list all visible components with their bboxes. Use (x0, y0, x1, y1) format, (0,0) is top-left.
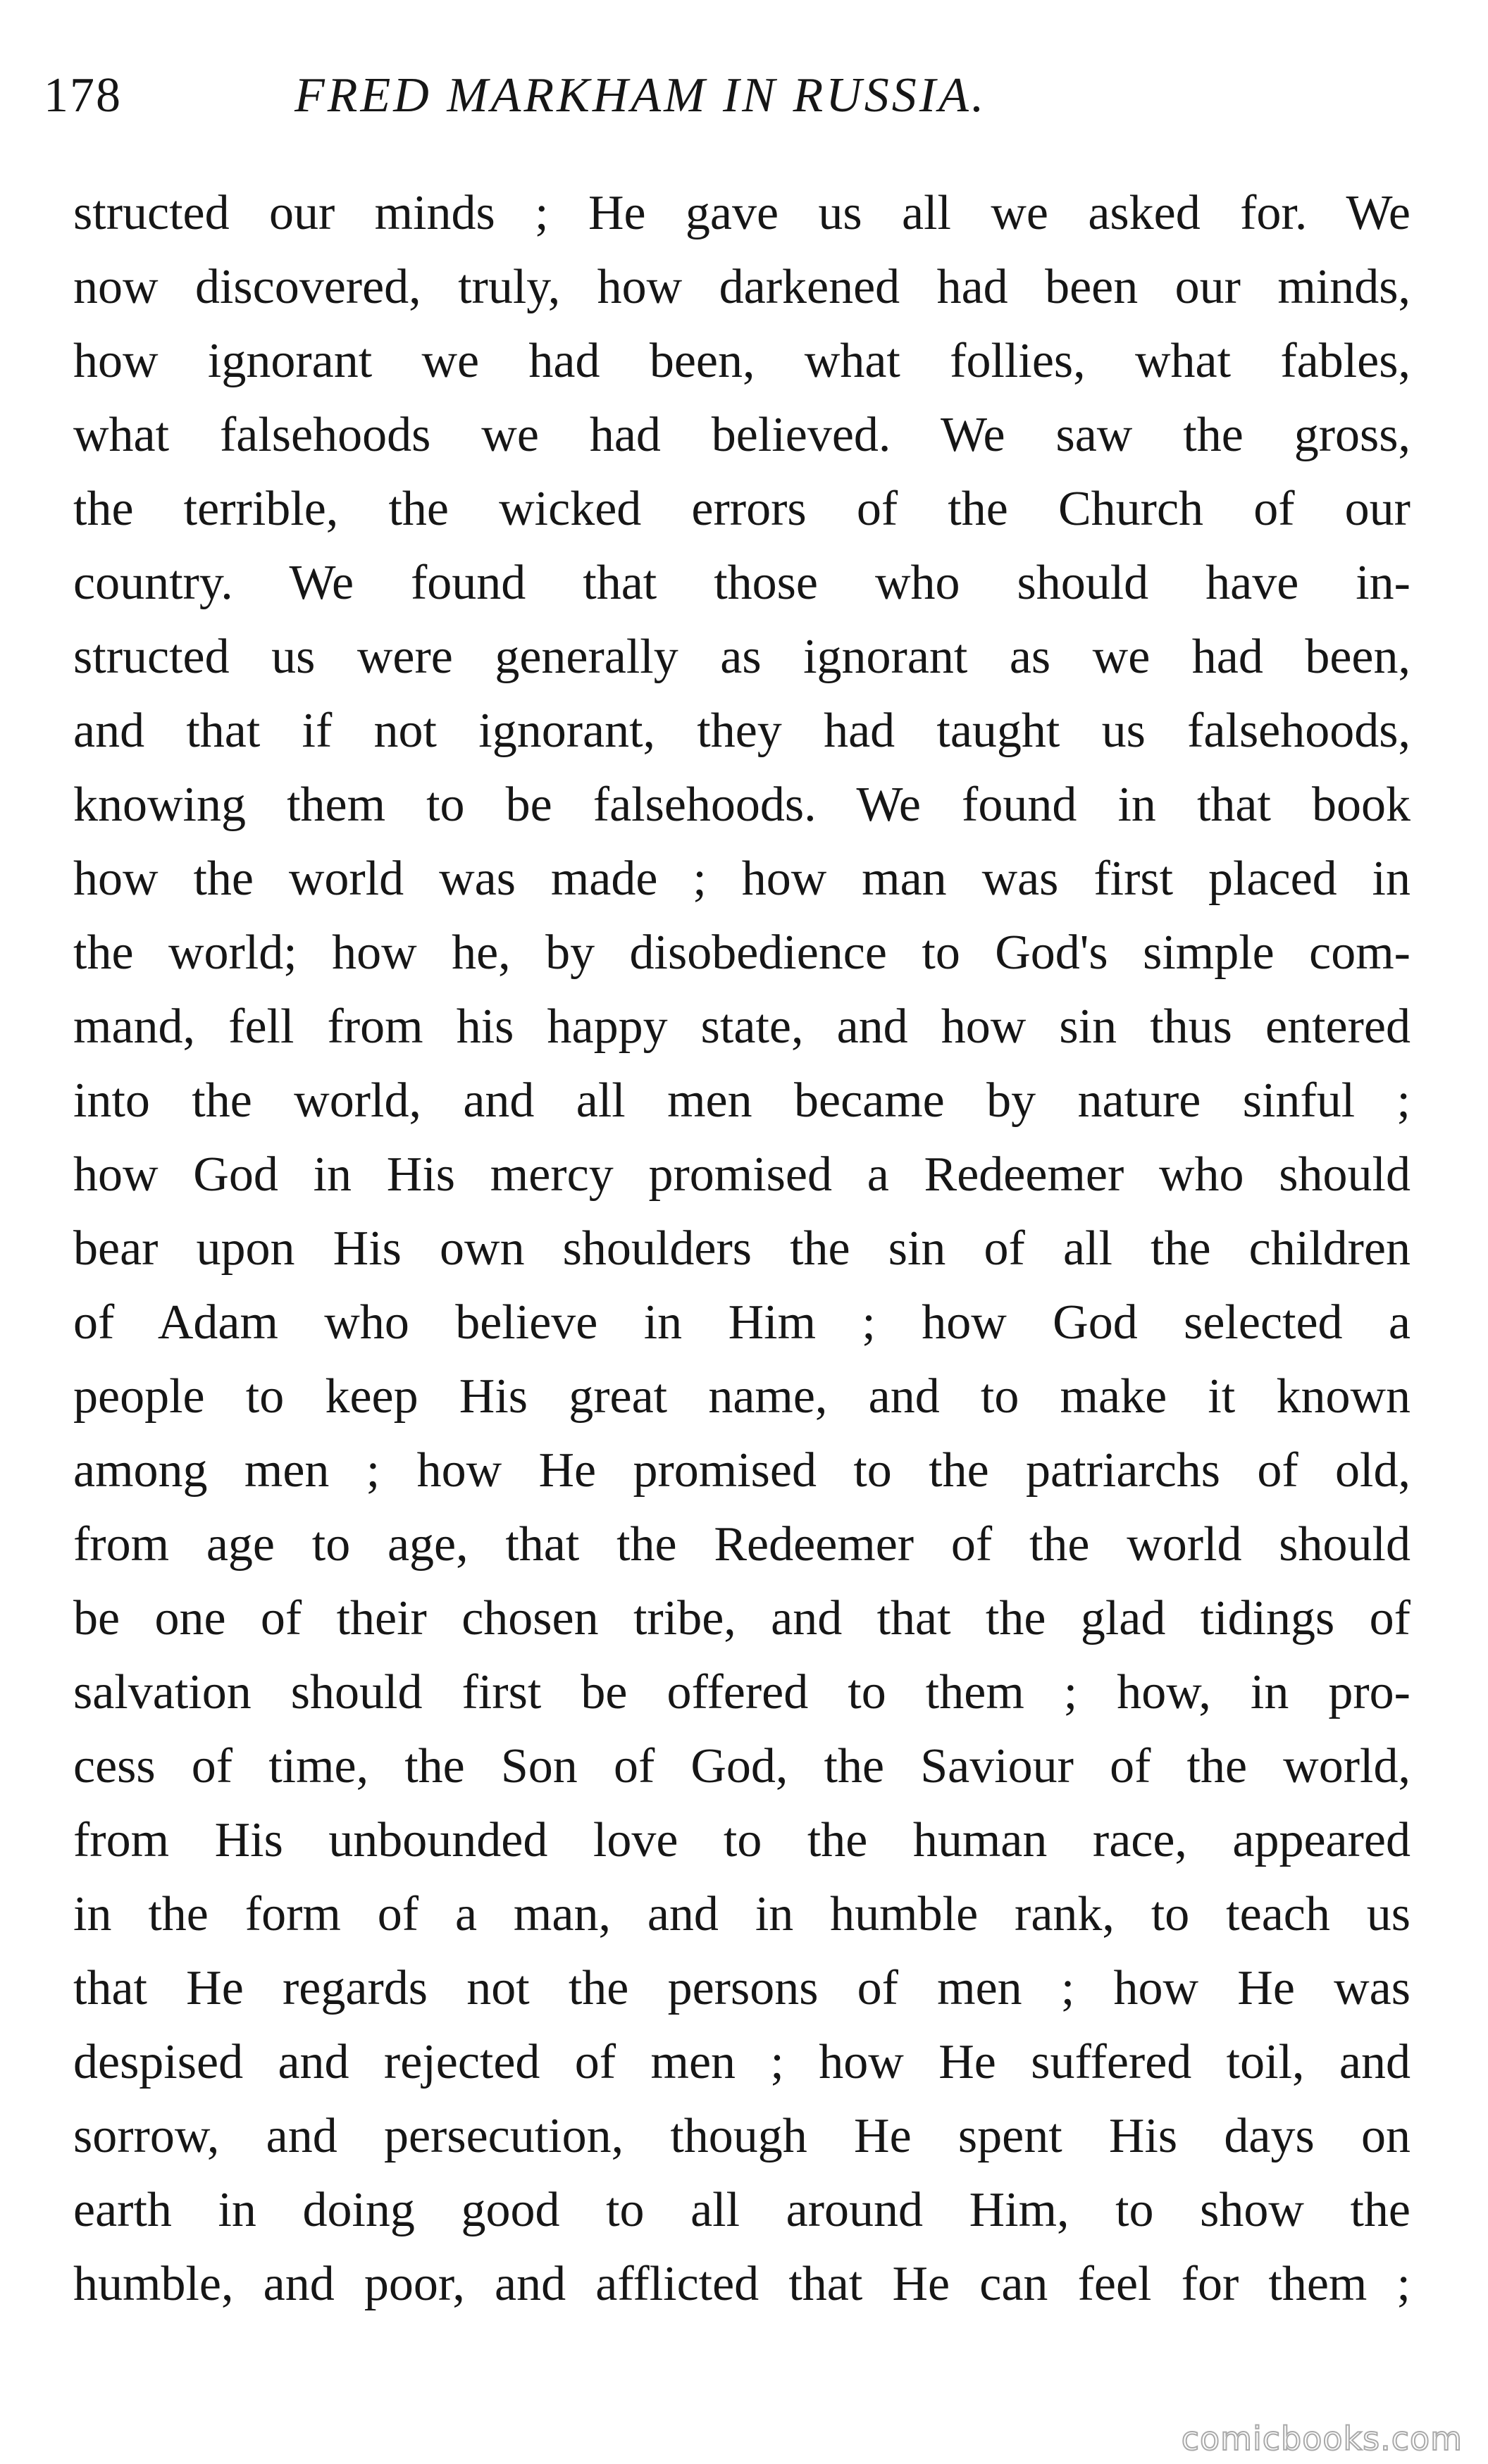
text-line: be one of their chosen tribe, and that the glad tidings of (73, 1591, 1410, 1645)
text-line: how God in His mercy promised a Redeemer who should (73, 1147, 1410, 1202)
text-line: humble, and poor, and afflicted that He can feel for them ; (73, 2257, 1410, 2311)
text-line: sorrow, and persecution, though He spent His days on (73, 2109, 1410, 2163)
text-line: mand, fell from his happy state, and how sin thus entered (73, 1000, 1410, 1054)
running-title: FRED MARKHAM IN RUSSIA. (294, 68, 987, 123)
text-line: the terrible, the wicked errors of the Church of our (73, 482, 1410, 536)
text-line: bear upon His own shoulders the sin of all the children (73, 1221, 1410, 1276)
page-header (44, 61, 1410, 145)
text-line: salvation should first be offered to them ; how, in pro- (73, 1665, 1410, 1719)
text-line: now discovered, truly, how darkened had been our minds, (73, 260, 1410, 314)
text-line: from age to age, that the Redeemer of the world should (73, 1517, 1410, 1572)
text-line: how ignorant we had been, what follies, what fables, (73, 334, 1410, 388)
text-line: despised and rejected of men ; how He suffered toil, and (73, 2035, 1410, 2089)
text-line: structed our minds ; He gave us all we asked for. We (73, 186, 1410, 240)
text-line: cess of time, the Son of God, the Saviour of the world, (73, 1739, 1410, 1793)
text-line: country. We found that those who should have in- (73, 556, 1410, 610)
text-line: knowing them to be falsehoods. We found in that book (73, 778, 1410, 832)
text-line: of Adam who believe in Him ; how God selected a (73, 1295, 1410, 1350)
watermark: comicbooks.com (1181, 2420, 1463, 2458)
text-line: among men ; how He promised to the patriarchs of old, (73, 1443, 1410, 1498)
text-line: into the world, and all men became by nature sinful ; (73, 1074, 1410, 1128)
body-text (73, 176, 1410, 2321)
text-line: how the world was made ; how man was first placed in (73, 852, 1410, 906)
text-line: structed us were generally as ignorant as we had been, (73, 630, 1410, 684)
text-line: and that if not ignorant, they had taught us falsehoods, (73, 704, 1410, 758)
text-line: that He regards not the persons of men ; how He was (73, 1961, 1410, 2015)
text-line: the world; how he, by disobedience to God's simple com- (73, 926, 1410, 980)
text-line: in the form of a man, and in humble rank, to teach us (73, 1887, 1410, 1941)
text-line: earth in doing good to all around Him, to show the (73, 2183, 1410, 2237)
text-line: what falsehoods we had believed. We saw the gross, (73, 408, 1410, 462)
text-line: from His unbounded love to the human race, appeared (73, 1813, 1410, 1867)
page-number: 178 (44, 68, 122, 123)
text-line: people to keep His great name, and to make it known (73, 1369, 1410, 1424)
